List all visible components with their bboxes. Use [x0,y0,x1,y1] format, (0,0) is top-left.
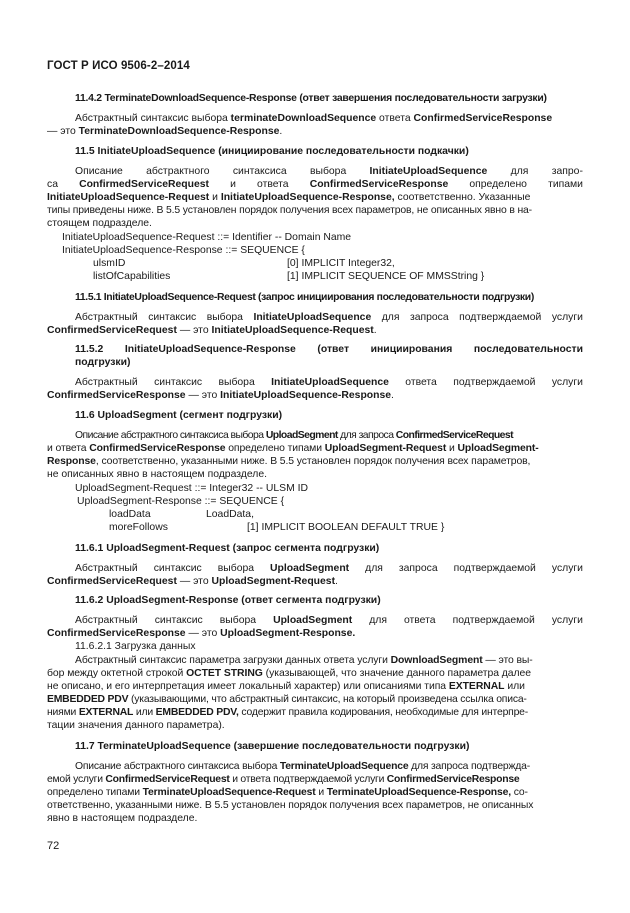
para-11-5-2-line-1: Абстрактный синтаксис выбора InitiateUploadSequence ответа подтверждаемой услуги [75,377,583,388]
code-upload-line-4-field: moreFollows [109,522,168,533]
para-11-7-line-5: явно в настоящем подразделе. [47,813,198,824]
para-11-5-line-1: Описание абстрактного синтаксиса выбора InitiateUploadSequence для запро- [75,166,583,177]
code-line-3-type: [0] IMPLICIT Integer32, [287,258,395,269]
para-11-6-2-1-line-1: Абстрактный синтаксис параметра загрузки данных ответа услуги DownloadSegment — это вы- [75,655,533,666]
para-11-5-2-line-2: ConfirmedServiceResponse — это InitiateUploadSequence-Response. [47,390,394,401]
code-line-4-field: listOfCapabilities [93,271,171,282]
heading-11-6-1: 11.6.1 UploadSegment-Request (запрос сегмента подгрузки) [75,543,380,554]
para-11-5-line-2: са ConfirmedServiceRequest и ответа ConfirmedServiceResponse определено типами [47,179,583,190]
page-number: 72 [47,840,60,852]
heading-11-7: 11.7 TerminateUploadSequence (завершение последовательности подгрузки) [75,741,470,752]
para-11-6-2-1-line-2: бор между октетной строкой OCTET STRING (указывающей, что значение данного параметра далее [47,668,531,679]
code-line-3-field: ulsmID [93,258,126,269]
heading-11-5-2-line-2: подгрузки) [75,357,131,368]
heading-11-5-2-line-1: 11.5.2 InitiateUploadSequence-Response (ответ инициирования последовательности [75,344,583,355]
code-upload-line-2: UploadSegment-Response ::= SEQUENCE { [77,496,285,507]
code-upload-line-3-type: LoadData, [206,509,254,520]
heading-11-5: 11.5 InitiateUploadSequence (инициирование последовательности подкачки) [75,146,469,157]
heading-11-5-1: 11.5.1 InitiateUploadSequence-Request (запрос инициирования последовательности подгрузки) [75,292,534,303]
subheading-11-6-2-1: 11.6.2.1 Загрузка данных [75,641,196,652]
para-11-6-line-1: Описание абстрактного синтаксиса выбора UploadSegment для запроса ConfirmedServiceRequest [75,430,514,441]
para-11-6-1-line-1: Абстрактный синтаксис выбора UploadSegment для запроса подтверждаемой услуги [75,563,583,574]
code-upload-line-3-field: loadData [109,509,151,520]
para-11-7-line-3: определено типами TerminateUploadSequence-Request и TerminateUploadSequence-Response, со- [47,787,528,798]
para-11-6-2-1-line-5: ниями EXTERNAL или EMBEDDED PDV, содержит правила кодирования, необходимые для интерпре- [47,707,528,718]
heading-11-6-2: 11.6.2 UploadSegment-Response (ответ сегмента подгрузки) [75,595,381,606]
heading-11-6: 11.6 UploadSegment (сегмент подгрузки) [75,410,283,421]
para-11-6-line-4: не описанных явно в настоящем подразделе. [47,469,268,480]
code-line-4-type: [1] IMPLICIT SEQUENCE OF MMSString } [287,271,485,282]
para-11-6-line-3: Response, соответственно, указанными ниже. В 5.5 установлен порядок получения всех параметров, [47,456,531,467]
para-11-6-1-line-2: ConfirmedServiceRequest — это UploadSegment-Request. [47,576,338,587]
para-11-6-2-1-line-6: тации значения данного параметра). [47,720,225,731]
para-11-6-2-line-1: Абстрактный синтаксис выбора UploadSegment для ответа подтверждаемой услуги [75,615,583,626]
standard-header: ГОСТ Р ИСО 9506-2–2014 [47,60,190,72]
para-11-7-line-2: емой услуги ConfirmedServiceRequest и ответа подтверждаемой услуги ConfirmedServiceResponse [47,774,520,785]
code-line-1: InitiateUploadSequence-Request ::= Identifier -- Domain Name [62,232,352,243]
para-11-6-line-2: и ответа ConfirmedServiceResponse определено типами UploadSegment-Request и UploadSegment- [47,443,539,454]
heading-11-4-2: 11.4.2 TerminateDownloadSequence-Response (ответ завершения последовательности загрузки) [75,93,547,104]
para-11-5-line-5: стоящем подразделе. [47,218,152,229]
para-11-7-line-4: ответственно, указанными ниже. В 5.5 установлен порядок получения всех параметров, не описанных [47,800,534,811]
para-11-6-2-1-line-4: EMBEDDED PDV (указывающими, что абстрактный синтаксис, на который произведена ссылка описа- [47,694,527,705]
code-upload-line-1: UploadSegment-Request ::= Integer32 -- ULSM ID [75,483,309,494]
code-upload-line-4-type: [1] IMPLICIT BOOLEAN DEFAULT TRUE } [247,522,445,533]
para-11-4-2-line-1: Абстрактный синтаксис выбора terminateDownloadSequence ответа ConfirmedServiceResponse [75,113,553,124]
para-11-5-line-4: типы приведены ниже. В 5.5 установлен порядок получения всех параметров, не описанных явно в на- [47,205,532,216]
para-11-6-2-line-2: ConfirmedServiceResponse — это UploadSegment-Response. [47,628,356,639]
para-11-7-line-1: Описание абстрактного синтаксиса выбора TerminateUploadSequence для запроса подтвержда- [75,761,530,772]
para-11-4-2-line-2: — это TerminateDownloadSequence-Response. [47,126,283,137]
para-11-5-1-line-1: Абстрактный синтаксис выбора InitiateUploadSequence для запроса подтверждаемой услуги [75,312,583,323]
code-line-2: InitiateUploadSequence-Response ::= SEQUENCE { [62,245,305,256]
para-11-5-1-line-2: ConfirmedServiceRequest — это InitiateUploadSequence-Request. [47,325,377,336]
para-11-5-line-3: InitiateUploadSequence-Request и InitiateUploadSequence-Response, соответственно. Указанные [47,192,531,203]
para-11-6-2-1-line-3: не описано, и его интерпретация имеет локальный характер) или описаниями типа EXTERNAL или [47,681,525,692]
